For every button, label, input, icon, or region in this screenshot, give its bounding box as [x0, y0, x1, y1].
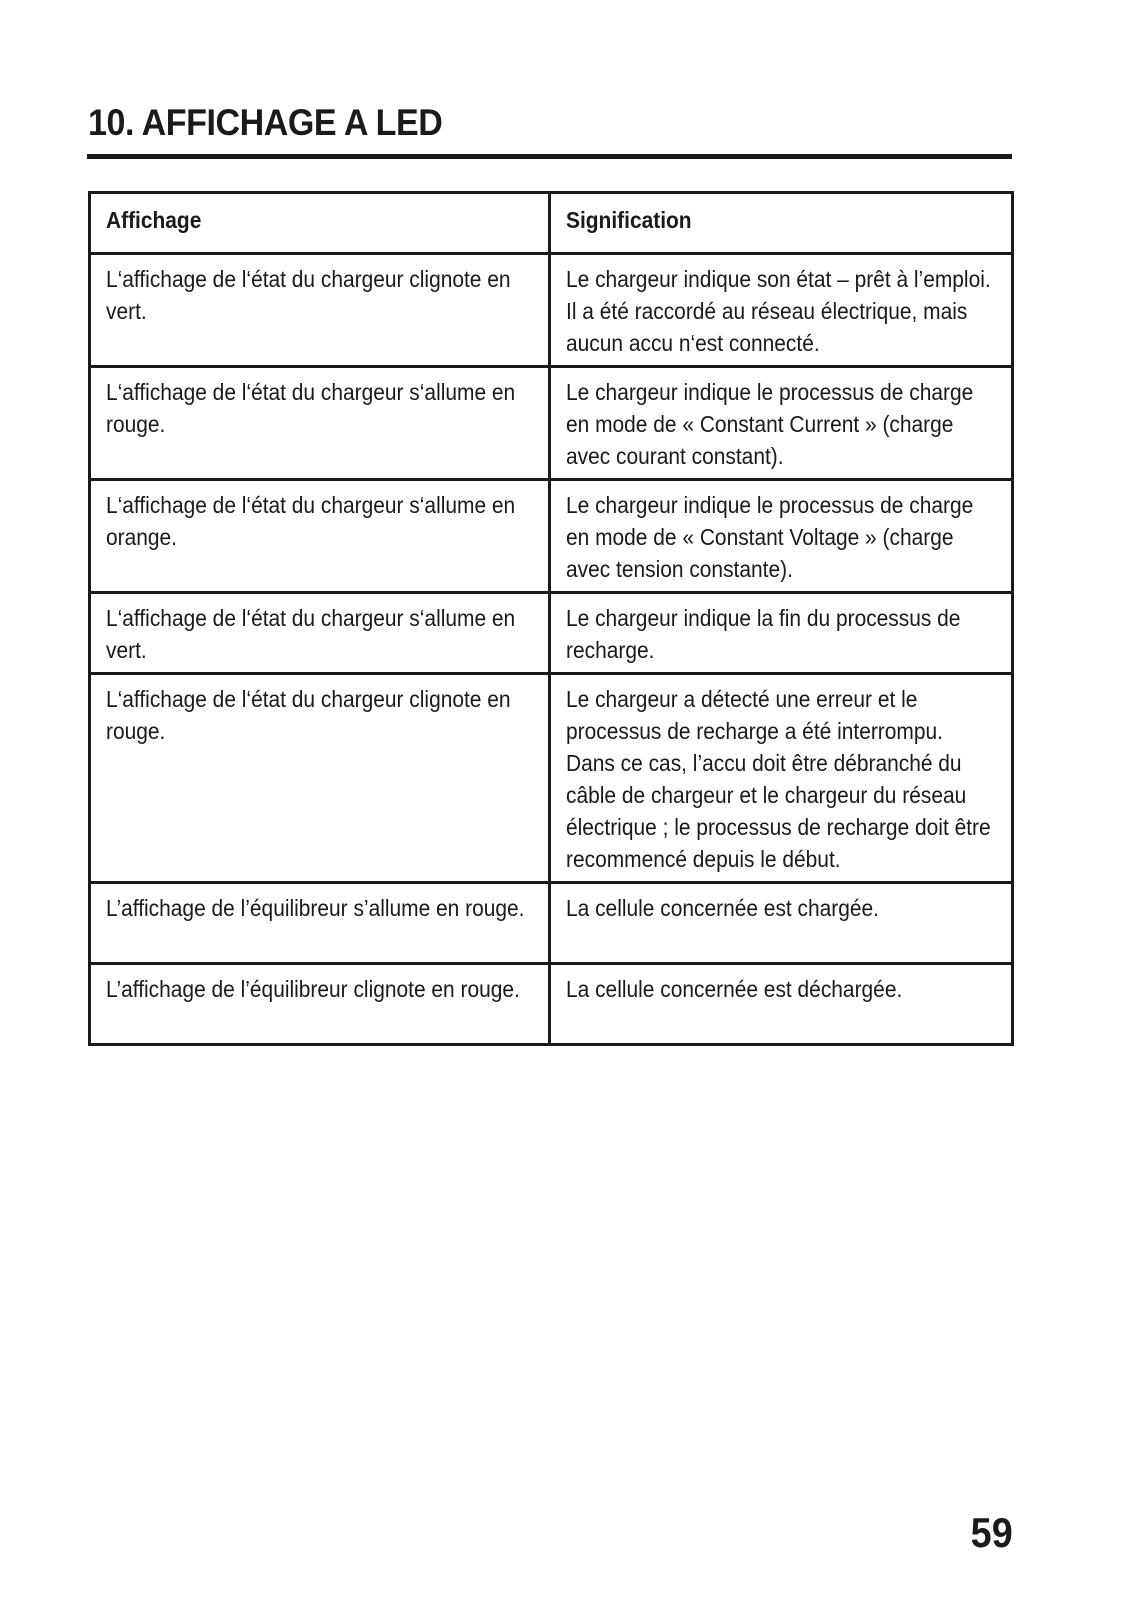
table-row — [90, 254, 1013, 367]
table-row — [90, 883, 1013, 964]
led-display-table — [88, 191, 1014, 1046]
table-row — [90, 480, 1013, 593]
meaning-cell: La cellule concernée est chargée. — [550, 883, 1013, 964]
display-cell: L‘affichage de l‘état du chargeur clignote en vert. — [90, 254, 550, 367]
display-cell: L‘affichage de l‘état du chargeur s‘allume en orange. — [90, 480, 550, 593]
meaning-cell: Le chargeur indique le processus de charge en mode de « Constant Voltage » (charge avec tension constante). — [550, 480, 1013, 593]
display-cell: L’affichage de l’équilibreur s’allume en rouge. — [90, 883, 550, 964]
table-row — [90, 964, 1013, 1045]
display-cell: L‘affichage de l‘état du chargeur s‘allume en rouge. — [90, 367, 550, 480]
display-cell: L‘affichage de l‘état du chargeur s‘allume en vert. — [90, 593, 550, 674]
table-header-row — [90, 193, 1013, 254]
table-row — [90, 367, 1013, 480]
display-cell: L‘affichage de l‘état du chargeur clignote en rouge. — [90, 674, 550, 883]
column-header-display: Affichage — [90, 193, 550, 254]
meaning-cell: Le chargeur a détecté une erreur et le processus de recharge a été interrompu. Dans ce cas, l’accu doit être débranché du câble de chargeur et le chargeur du réseau électrique ; le processus de recharge doit être recommencé depuis le début. — [550, 674, 1013, 883]
table-row — [90, 593, 1013, 674]
display-cell: L’affichage de l’équilibreur clignote en rouge. — [90, 964, 550, 1045]
page-title: 10. AFFICHAGE A LED — [88, 102, 443, 143]
title-divider — [87, 154, 1012, 159]
meaning-cell: Le chargeur indique le processus de charge en mode de « Constant Current » (charge avec courant constant). — [550, 367, 1013, 480]
meaning-cell: Le chargeur indique son état – prêt à l’emploi. Il a été raccordé au réseau électrique, mais aucun accu n‘est connecté. — [550, 254, 1013, 367]
table-row — [90, 674, 1013, 883]
column-header-meaning: Signification — [550, 193, 1013, 254]
page-number: 59 — [970, 1509, 1013, 1556]
meaning-cell: La cellule concernée est déchargée. — [550, 964, 1013, 1045]
meaning-cell: Le chargeur indique la fin du processus de recharge. — [550, 593, 1013, 674]
